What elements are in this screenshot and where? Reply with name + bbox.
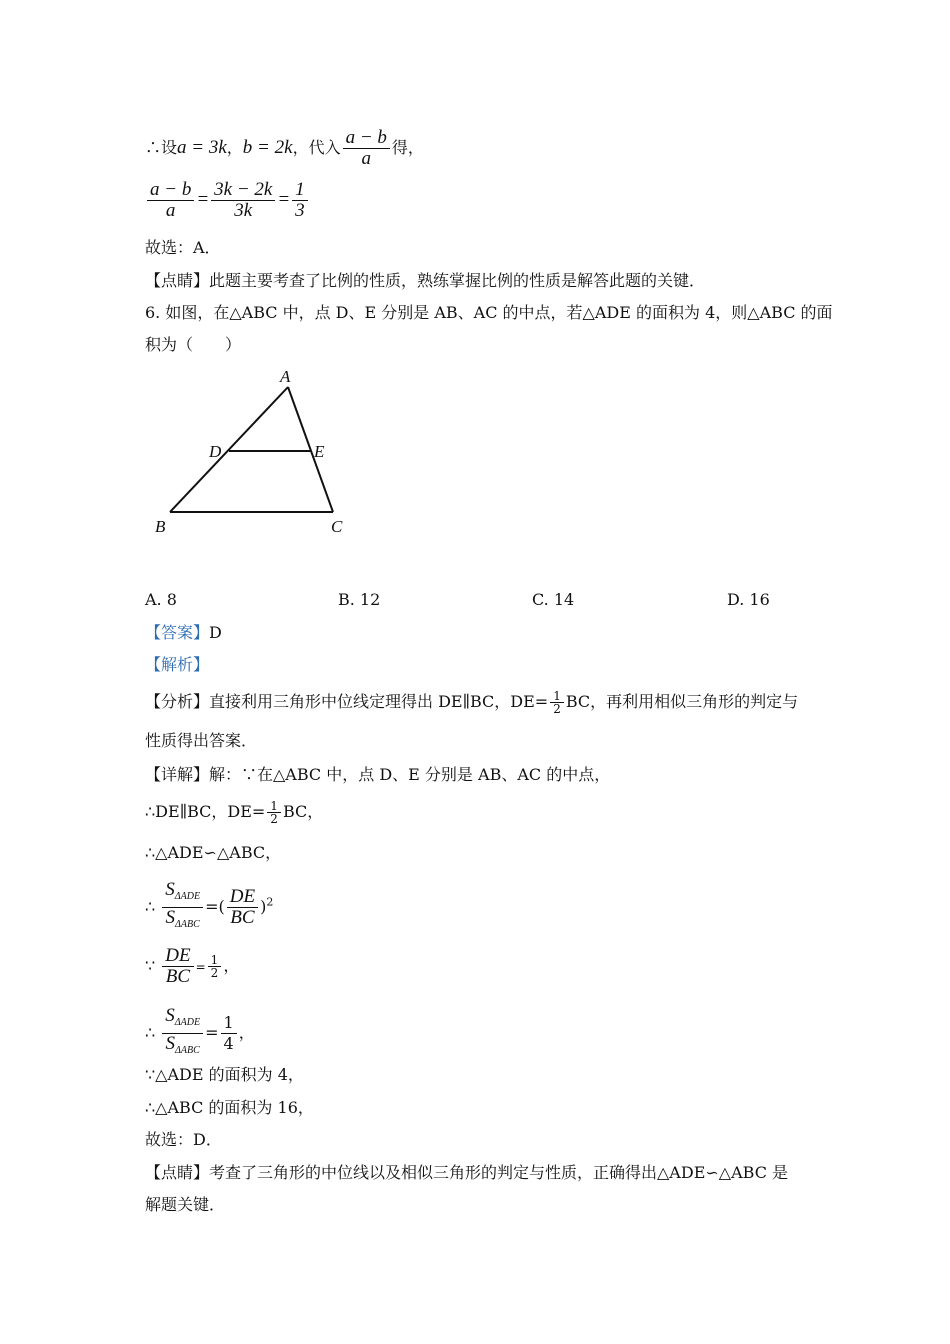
- derivation-line-2: [145, 180, 310, 221]
- choice-d: D. 16: [727, 590, 770, 609]
- equation-b: b = 2k: [242, 137, 293, 158]
- fraction-a-minus-b-over-a: $\frac{a - b}{a}$: [343, 128, 390, 169]
- fraction-half: $\frac{1}{2}$: [550, 690, 564, 715]
- answer-prev: 故选：A．: [145, 238, 221, 257]
- area-ratio-fraction-2: $\frac{S_{\Delta ADE}}{S_{\Delta ABC}}$: [162, 1006, 203, 1061]
- fraction-1: $\frac{a - b}{a}$: [147, 180, 194, 221]
- therefore-symbol: ∴: [145, 897, 156, 916]
- text-sep: ，: [226, 138, 243, 157]
- comma-6: ，: [238, 1023, 255, 1042]
- equals-5: =: [195, 960, 206, 974]
- fraction-half-3: $\frac{1}{2}$: [208, 954, 222, 979]
- fenxi-line-1: [145, 690, 798, 715]
- comment-line-2: 解题关键．: [145, 1195, 226, 1214]
- choice-a: A. 8: [145, 590, 177, 609]
- segment-ab: [170, 387, 288, 512]
- detail-line-5: [145, 946, 239, 987]
- label-c: C: [331, 517, 343, 536]
- text-prefix: ∴设: [145, 138, 178, 157]
- equals-6: =: [205, 1023, 219, 1042]
- detail-l2-post: BC，: [282, 802, 324, 821]
- fraction-half-2: $\frac{1}{2}$: [267, 800, 281, 825]
- answer-line: [145, 622, 222, 644]
- triangle-figure: [145, 362, 365, 542]
- answer-tag: 【答案】: [145, 623, 210, 642]
- fenxi-pre: 【分析】直接利用三角形中位线定理得出 DE∥BC，DE=: [145, 692, 549, 711]
- detail-line-4: [145, 880, 273, 935]
- fraction-quarter: $\frac{1}{4}$: [221, 1013, 237, 1054]
- comment-prev: 【点睛】此题主要考查了比例的性质，熟练掌握比例的性质是解答此题的关键．: [145, 271, 706, 290]
- segment-ac: [288, 387, 333, 512]
- detail-line-8: ∴△ABC 的面积为 16，: [145, 1098, 314, 1117]
- fenxi-line-2: 性质得出答案．: [145, 731, 258, 750]
- fraction-2: $\frac{3k - 2k}{3k}$: [211, 180, 275, 221]
- detail-line-2: [145, 800, 323, 825]
- fenxi-post: BC，再利用相似三角形的判定与: [565, 692, 799, 711]
- derivation-line-1: [145, 128, 424, 169]
- equals-1: =: [196, 188, 210, 210]
- choice-c: C. 14: [532, 590, 575, 609]
- close-paren: ): [260, 897, 267, 916]
- label-e: E: [314, 442, 325, 461]
- equation-a: a = 3k: [177, 137, 227, 158]
- equals-2: =: [277, 188, 291, 210]
- equals-paren: =(: [205, 897, 225, 916]
- analysis-tag: 【解析】: [145, 655, 210, 674]
- because-symbol: ∵: [145, 956, 156, 975]
- comma-5: ，: [223, 956, 240, 975]
- therefore-symbol-2: ∴: [145, 1023, 156, 1042]
- question-line-2: 积为（ ）: [145, 335, 242, 354]
- detail-l2-pre: ∴DE∥BC，DE=: [145, 802, 266, 821]
- detail-line-6: [145, 1006, 255, 1061]
- label-a: A: [280, 367, 291, 386]
- comment-line-1: 【点睛】考查了三角形的中位线以及相似三角形的判定与性质，正确得出△ADE∽△ABC 是: [145, 1163, 789, 1182]
- choice-b: B. 12: [338, 590, 381, 609]
- area-ratio-fraction: $\frac{S_{\Delta ADE}}{S_{\Delta ABC}}$: [162, 880, 203, 935]
- detail-line-3: ∴△ADE∽△ABC，: [145, 843, 282, 862]
- de-bc-fraction-2: $\frac{DE}{BC}$: [162, 946, 193, 987]
- label-d: D: [209, 442, 222, 461]
- detail-line-7: ∵△ADE 的面积为 4，: [145, 1065, 304, 1084]
- answer-value: D: [209, 623, 222, 642]
- question-line-1: 6. 如图，在△ABC 中，点 D、E 分别是 AB、AC 的中点，若△ADE 的面积为 4，则△ABC 的面: [145, 303, 833, 322]
- exponent: 2: [266, 895, 274, 909]
- text-mid: ，代入: [292, 138, 341, 157]
- detail-line-9: 故选：D．: [145, 1130, 222, 1149]
- label-b: B: [155, 517, 166, 536]
- fraction-3: $\frac{1}{3}$: [292, 180, 308, 221]
- de-bc-fraction: $\frac{DE}{BC}$: [227, 887, 258, 928]
- text-suffix: 得，: [391, 138, 424, 157]
- detail-line-1: 【详解】解：∵在△ABC 中，点 D、E 分别是 AB、AC 的中点，: [145, 765, 611, 784]
